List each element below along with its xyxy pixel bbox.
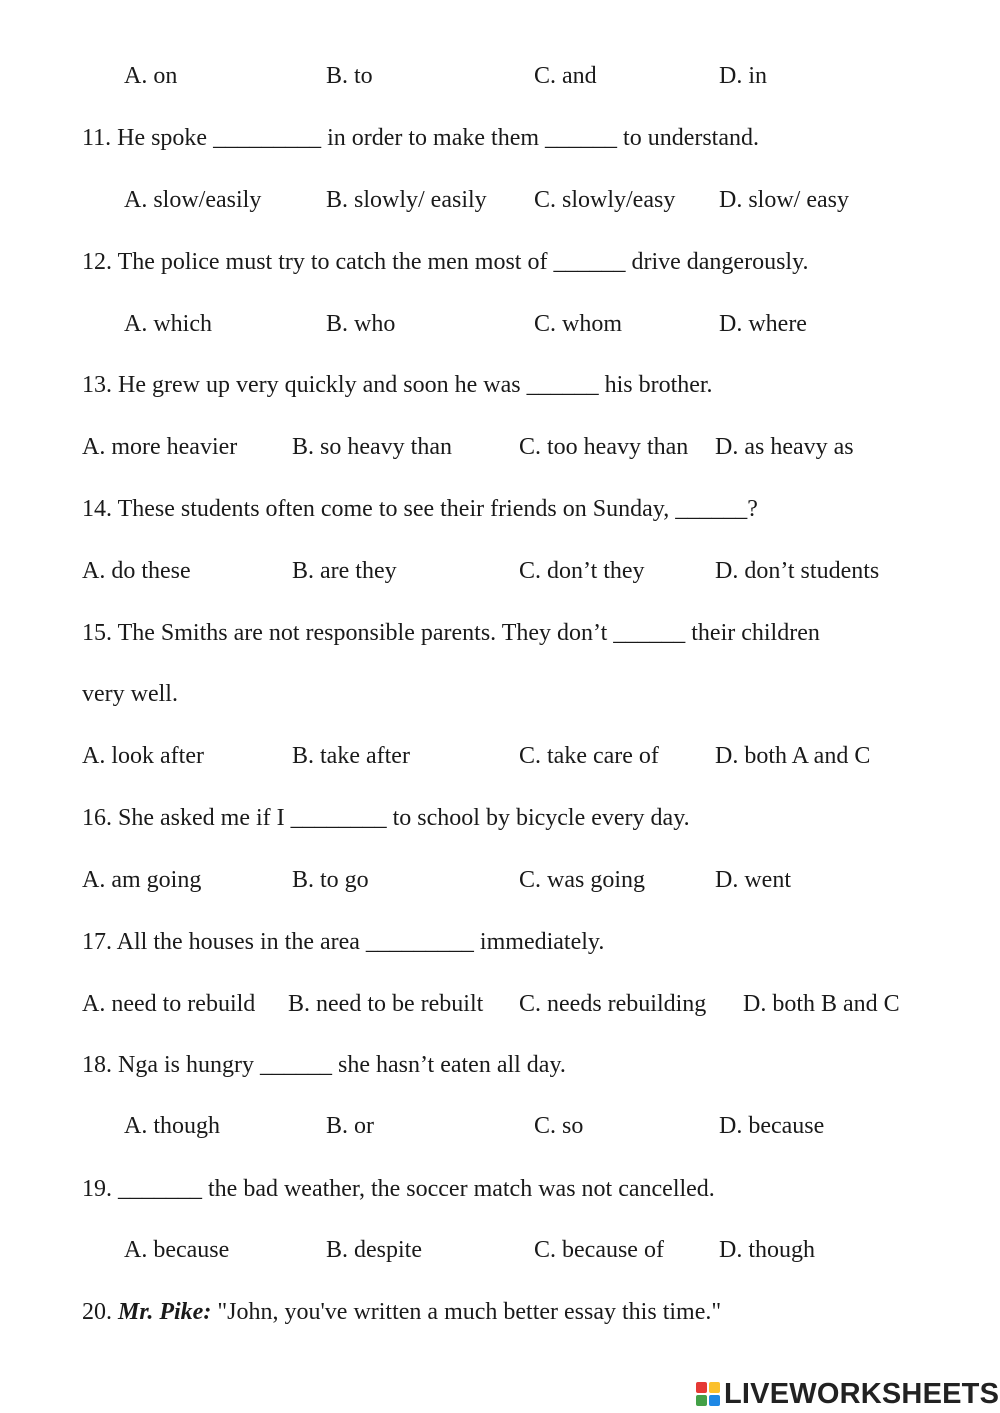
option-b: B. so heavy than: [292, 434, 452, 460]
option-d: D. where: [719, 311, 807, 337]
option-d: D. went: [715, 867, 791, 893]
logo-mark-icon: [696, 1382, 720, 1406]
option-b: B. slowly/ easily: [326, 187, 487, 213]
option-d: D. both B and C: [743, 991, 900, 1017]
question-12: 12. The police must try to catch the men most of ______ drive dangerously.: [82, 249, 809, 275]
option-b: B. despite: [326, 1237, 422, 1263]
option-c: C. so: [534, 1113, 584, 1139]
option-b: B. need to be rebuilt: [288, 991, 484, 1017]
option-a: A. which: [124, 311, 212, 337]
option-c: C. slowly/easy: [534, 187, 676, 213]
question-15-continued: very well.: [82, 681, 178, 707]
question-15: 15. The Smiths are not responsible parents. They don’t ______ their children: [82, 620, 820, 646]
question-13: 13. He grew up very quickly and soon he was ______ his brother.: [82, 372, 713, 398]
option-c: C. too heavy than: [519, 434, 689, 460]
option-b: B. take after: [292, 743, 410, 769]
option-a: A. look after: [82, 743, 204, 769]
question-17: 17. All the houses in the area _________ immediately.: [82, 929, 605, 955]
option-c: C. don’t they: [519, 558, 645, 584]
option-a: A. because: [124, 1237, 230, 1263]
option-a: A. more heavier: [82, 434, 238, 460]
question-20: [82, 1298, 721, 1326]
option-b: B. or: [326, 1113, 374, 1139]
option-d: D. slow/ easy: [719, 187, 849, 213]
option-b: B. to: [326, 63, 373, 89]
liveworksheets-logo: [696, 1379, 999, 1409]
option-a: A. am going: [82, 867, 202, 893]
option-a: A. do these: [82, 558, 191, 584]
option-a: A. slow/easily: [124, 187, 262, 213]
option-c: C. take care of: [519, 743, 659, 769]
option-d: D. both A and C: [715, 743, 871, 769]
question-16: 16. She asked me if I ________ to school by bicycle every day.: [82, 805, 690, 831]
question-19: 19. _______ the bad weather, the soccer match was not cancelled.: [82, 1176, 715, 1202]
question-18: 18. Nga is hungry ______ she hasn’t eaten all day.: [82, 1052, 566, 1078]
option-a: A. though: [124, 1113, 220, 1139]
option-c: C. was going: [519, 867, 645, 893]
option-c: C. and: [534, 63, 597, 89]
option-c: C. whom: [534, 311, 623, 337]
option-d: D. though: [719, 1237, 815, 1263]
question-11: 11. He spoke _________ in order to make them ______ to understand.: [82, 125, 759, 151]
option-d: D. in: [719, 63, 767, 89]
option-b: B. who: [326, 311, 396, 337]
logo-text-live: LIVE: [724, 1377, 790, 1410]
option-a: A. on: [124, 63, 178, 89]
option-b: B. to go: [292, 867, 369, 893]
speaker-name: Mr. Pike:: [118, 1299, 212, 1325]
option-b: B. are they: [292, 558, 397, 584]
question-14: 14. These students often come to see their friends on Sunday, ______?: [82, 496, 758, 522]
dialogue-quote: "John, you've written a much better essay this time.": [211, 1299, 722, 1325]
question-number: 20.: [82, 1299, 118, 1325]
option-d: D. as heavy as: [715, 434, 854, 460]
option-d: D. because: [719, 1113, 825, 1139]
option-d: D. don’t students: [715, 558, 880, 584]
option-c: C. needs rebuilding: [519, 991, 707, 1017]
logo-text-worksheets: WORKSHEETS: [789, 1377, 1000, 1410]
option-a: A. need to rebuild: [82, 991, 256, 1017]
option-c: C. because of: [534, 1237, 664, 1263]
